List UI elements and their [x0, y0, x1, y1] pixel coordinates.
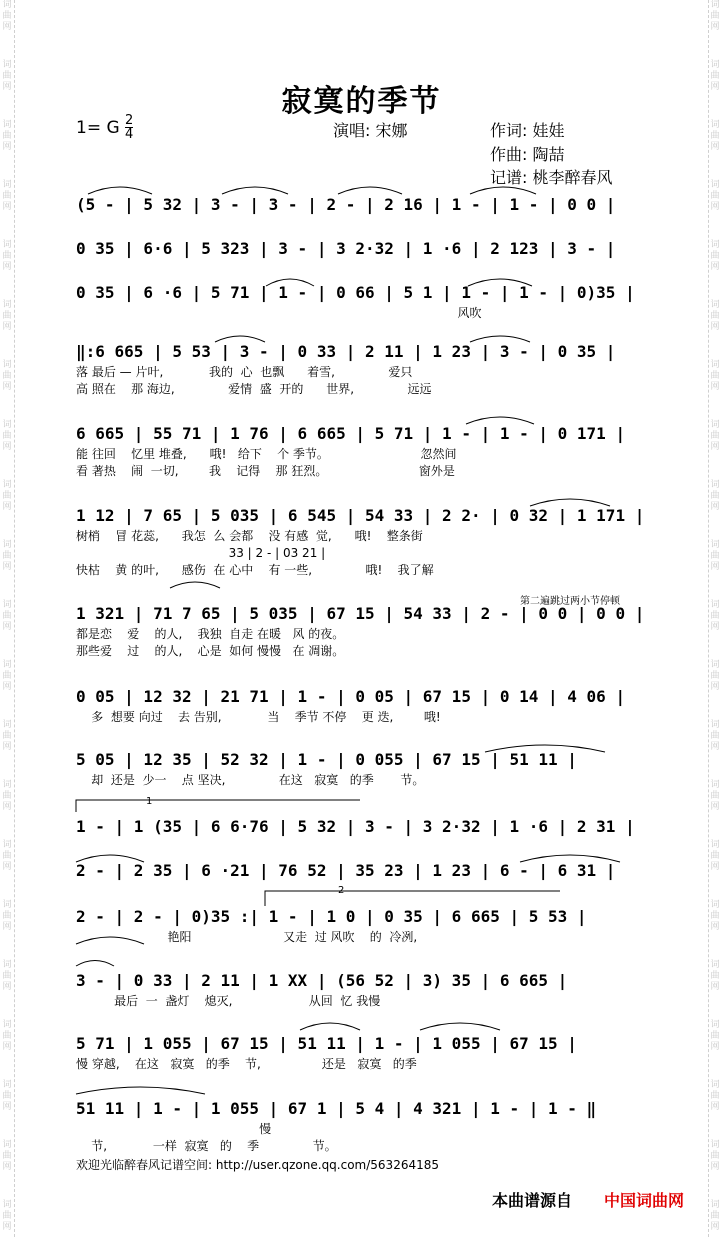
volta-1-label: 1	[146, 796, 153, 807]
lyric-line: 慢 穿越, 在这 寂寞 的季 节, 还是 寂寞 的季	[76, 1057, 417, 1071]
notation-line: (5 - | 5 32 | 3 - | 3 - | 2 - | 2 16 | 1 - | 1 - | 0 0 |	[76, 195, 616, 214]
score-row	[76, 862, 640, 892]
notation-line: 51 11 | 1 - | 1 055 | 67 1 | 5 4 | 4 321 | 1 - | 1 - ‖	[76, 1099, 597, 1118]
notation-line: 1 - | 1 (35 | 6 6·76 | 5 32 | 3 - | 3 2·32 | 1 ·6 | 2 31 |	[76, 817, 635, 836]
lyric-line: 最后 一 盏灯 熄灭, 从回 忆 我慢	[76, 994, 381, 1008]
lyric-line: 却 还是 少一 点 坚决, 在这 寂寞 的季 节。	[76, 773, 425, 787]
notation-line: 0 05 | 12 32 | 21 71 | 1 - | 0 05 | 67 15 | 0 14 | 4 06 |	[76, 687, 626, 706]
notation-line: 5 71 | 1 055 | 67 15 | 51 11 | 1 - | 1 055 | 67 15 |	[76, 1034, 577, 1053]
lyric-line: 33 | 2 - | 03 21 |	[76, 546, 326, 560]
notation-line: 3 - | 0 33 | 2 11 | 1 XX | (56 52 | 3) 35 | 6 665 |	[76, 971, 568, 990]
time-signature-bottom: 4	[125, 127, 134, 142]
source-site: 中国词曲网	[604, 1191, 685, 1210]
notation-line: 1 321 | 71 7 65 | 5 035 | 67 15 | 54 33 | 2 - | 0 0 | 0 0 |	[76, 604, 645, 623]
notation-line: 6 665 | 55 71 | 1 76 | 6 665 | 5 71 | 1 - | 1 - | 0 171 |	[76, 424, 626, 443]
singer-credit: 演唱: 宋娜	[333, 121, 408, 140]
time-signature	[125, 114, 133, 141]
lyric-line: 树梢 冒 花蕊, 我怎 么 会都 没 有感 觉, 哦! 整条街	[76, 529, 423, 543]
score-row	[76, 818, 640, 848]
footer-link: 欢迎光临醉春风记谱空间: http://user.qzone.qq.com/563264185	[76, 1158, 440, 1172]
notation-line: ‖:6 665 | 5 53 | 3 - | 0 33 | 2 11 | 1 23 | 3 - | 0 35 |	[76, 342, 616, 361]
second-pass-note: 第二遍跳过两小节停顿	[520, 596, 620, 607]
lyric-line: 艳阳 又走 过 风吹 的 冷冽,	[76, 930, 418, 944]
notation-line: 0 35 | 6 ·6 | 5 71 | 1 - | 0 66 | 5 1 | 1 - | 1 - | 0)35 |	[76, 283, 635, 302]
volta-2-label: 2	[338, 885, 345, 896]
source-label: 本曲谱源自	[492, 1191, 573, 1210]
time-signature-top: 2	[125, 113, 134, 128]
key-signature: 1= G	[76, 118, 120, 138]
lyric-line: 那些爱 过 的人, 心是 如何 慢慢 在 凋谢。	[76, 644, 345, 658]
score-row	[76, 196, 640, 226]
song-title: 寂寞的季节	[281, 84, 442, 119]
lyric-line: 快枯 黄 的叶, 感伤 在 心中 有 一些, 哦! 我了解	[76, 563, 434, 577]
notation-line: 5 05 | 12 35 | 52 32 | 1 - | 0 055 | 67 15 | 51 11 |	[76, 750, 577, 769]
notation-line: 1 12 | 7 65 | 5 035 | 6 545 | 54 33 | 2 2· | 0 32 | 1 171 |	[76, 506, 645, 525]
lyric-line: 高 照在 那 海边, 爱情 盛 开的 世界, 远远	[76, 382, 432, 396]
lyricist-credit: 作词: 娃娃	[490, 121, 565, 140]
notation-line: 2 - | 2 35 | 6 ·21 | 76 52 | 35 23 | 1 23 | 6 - | 6 31 |	[76, 861, 616, 880]
lyric-line: 落 最后 — 片叶, 我的 心 也飘 着雪, 爱只	[76, 365, 413, 379]
lyric-line: 能 往回 忆里 堆叠, 哦! 给下 个 季节。 忽然间	[76, 447, 457, 461]
transcriber-credit: 记谱: 桃李醉春风	[490, 168, 613, 187]
lyric-line: 都是恋 爱 的人, 我独 自走 在暖 风 的夜。	[76, 627, 345, 641]
composer-credit: 作曲: 陶喆	[490, 145, 565, 164]
lyric-line: 看 著热 闹 一切, 我 记得 那 狂烈。 窗外是	[76, 464, 455, 478]
notation-line: 0 35 | 6·6 | 5 323 | 3 - | 3 2·32 | 1 ·6 | 2 123 | 3 - |	[76, 239, 616, 258]
lyric-line: 慢	[76, 1122, 272, 1136]
lyric-line: 风吹	[76, 306, 482, 320]
lyric-line: 节, 一样 寂寞 的 季 节。	[76, 1139, 337, 1153]
score-row	[76, 240, 640, 270]
notation-line: 2 - | 2 - | 0)35 :| 1 - | 1 0 | 0 35 | 6 665 | 5 53 |	[76, 907, 587, 926]
lyric-line: 多 想要 向过 去 告别, 当 季节 不停 更 迭, 哦!	[76, 710, 441, 724]
